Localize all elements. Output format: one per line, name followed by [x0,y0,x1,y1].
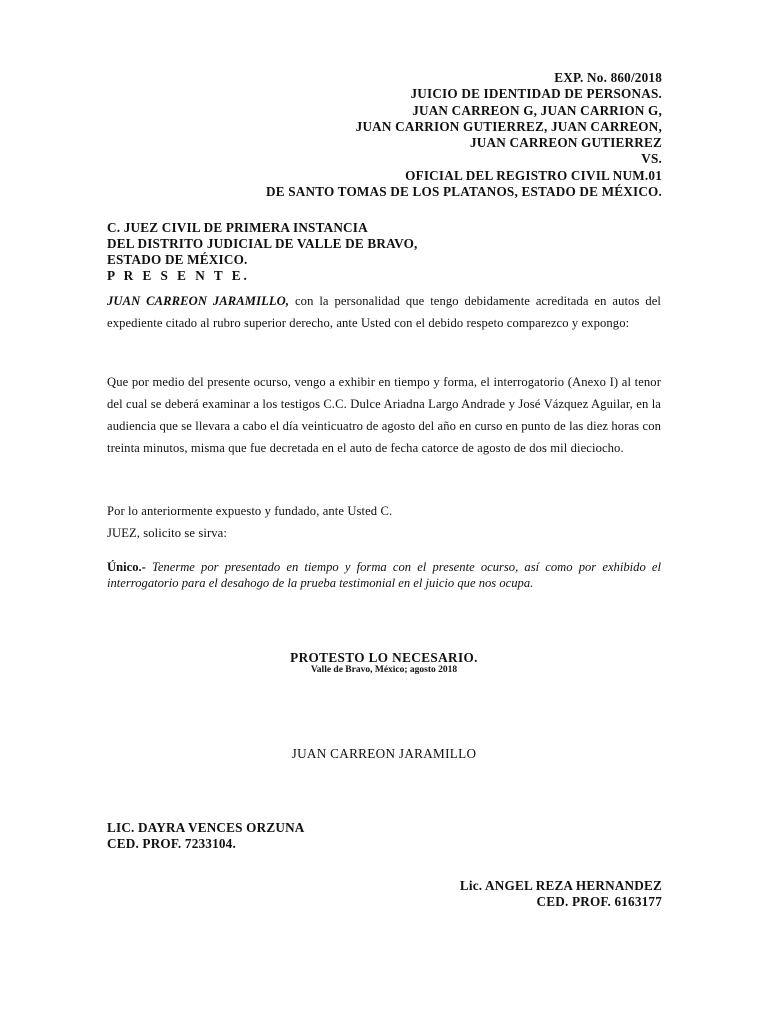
unico-petition [107,559,661,591]
presente-label: P R E S E N T E. [107,268,250,283]
second-lawyer-cedula: CED. PROF. 6163177 [536,894,662,909]
case-header [266,70,662,200]
versus-label: VS. [641,151,662,167]
request-paragraph: Que por medio del presente ocurso, vengo a exhibir en tiempo y forma, el interrogatorio (Anexo I) al tenor del cual se deberá examinar a los testigos C.C. Dulce Ariadna Largo Andrade y José Vázquez Aguilar, en la audiencia que se llevara a cabo el día veinticuatro de agosto del año en curso en punto de las diez horas con treinta minutos, misma que fue decretada en el auto de fecha catorce de agosto de dos mil dieciocho. [107,375,661,455]
place-date: Valle de Bravo, México; agosto 2018 [310,665,458,675]
addressee-line-3: ESTADO DE MÉXICO. [107,252,248,267]
protesto-title: PROTESTO LO NECESARIO. [290,650,478,665]
plaintiff-line-1: JUAN CARREON G, JUAN CARRION G, [412,102,662,118]
first-lawyer-name: LIC. DAYRA VENCES ORZUNA [107,820,305,835]
addressee-line-2: DEL DISTRITO JUDICIAL DE VALLE DE BRAVO, [107,236,418,251]
addressee-block [107,220,418,284]
plaintiff-line-3: JUAN CARREON GUTIERREZ [470,135,662,151]
intro-paragraph-text: con la personalidad que tengo debidamente acreditada en autos del expediente citado al rubro superior derecho, ante Usted con el debido respeto comparezco y expongo: [107,294,662,330]
petition-paragraph: Por lo anteriormente expuesto y fundado, ante Usted C. JUEZ, solicito se sirva: [107,504,393,540]
second-lawyer-block [460,878,662,910]
closing-block [0,650,768,676]
unico-label: Único.- [107,560,146,574]
signer-name: JUAN CARREON JARAMILLO [291,746,477,761]
intro-paragraph [107,290,661,334]
first-lawyer-cedula: CED. PROF. 7233104. [107,836,236,851]
requester-name: JUAN CARREON JARAMILLO, [107,294,290,308]
first-lawyer-block [107,820,305,852]
case-number: EXP. No. 860/2018 [554,70,662,85]
plaintiff-line-2: JUAN CARRION GUTIERREZ, JUAN CARREON, [355,118,662,134]
defendant-line-1: OFICIAL DEL REGISTRO CIVIL NUM.01 [405,167,662,183]
second-lawyer-name: Lic. ANGEL REZA HERNANDEZ [459,878,662,893]
unico-text: Tenerme por presentado en tiempo y forma con el presente ocurso, así como por exhibido el interrogatorio para el desahogo de la prueba testimonial en el juicio que nos ocupa. [107,560,661,590]
addressee-line-1: C. JUEZ CIVIL DE PRIMERA INSTANCIA [107,220,368,235]
defendant-line-2: DE SANTO TOMAS DE LOS PLATANOS, ESTADO DE MÉXICO. [266,184,662,200]
case-type: JUICIO DE IDENTIDAD DE PERSONAS. [410,86,662,102]
